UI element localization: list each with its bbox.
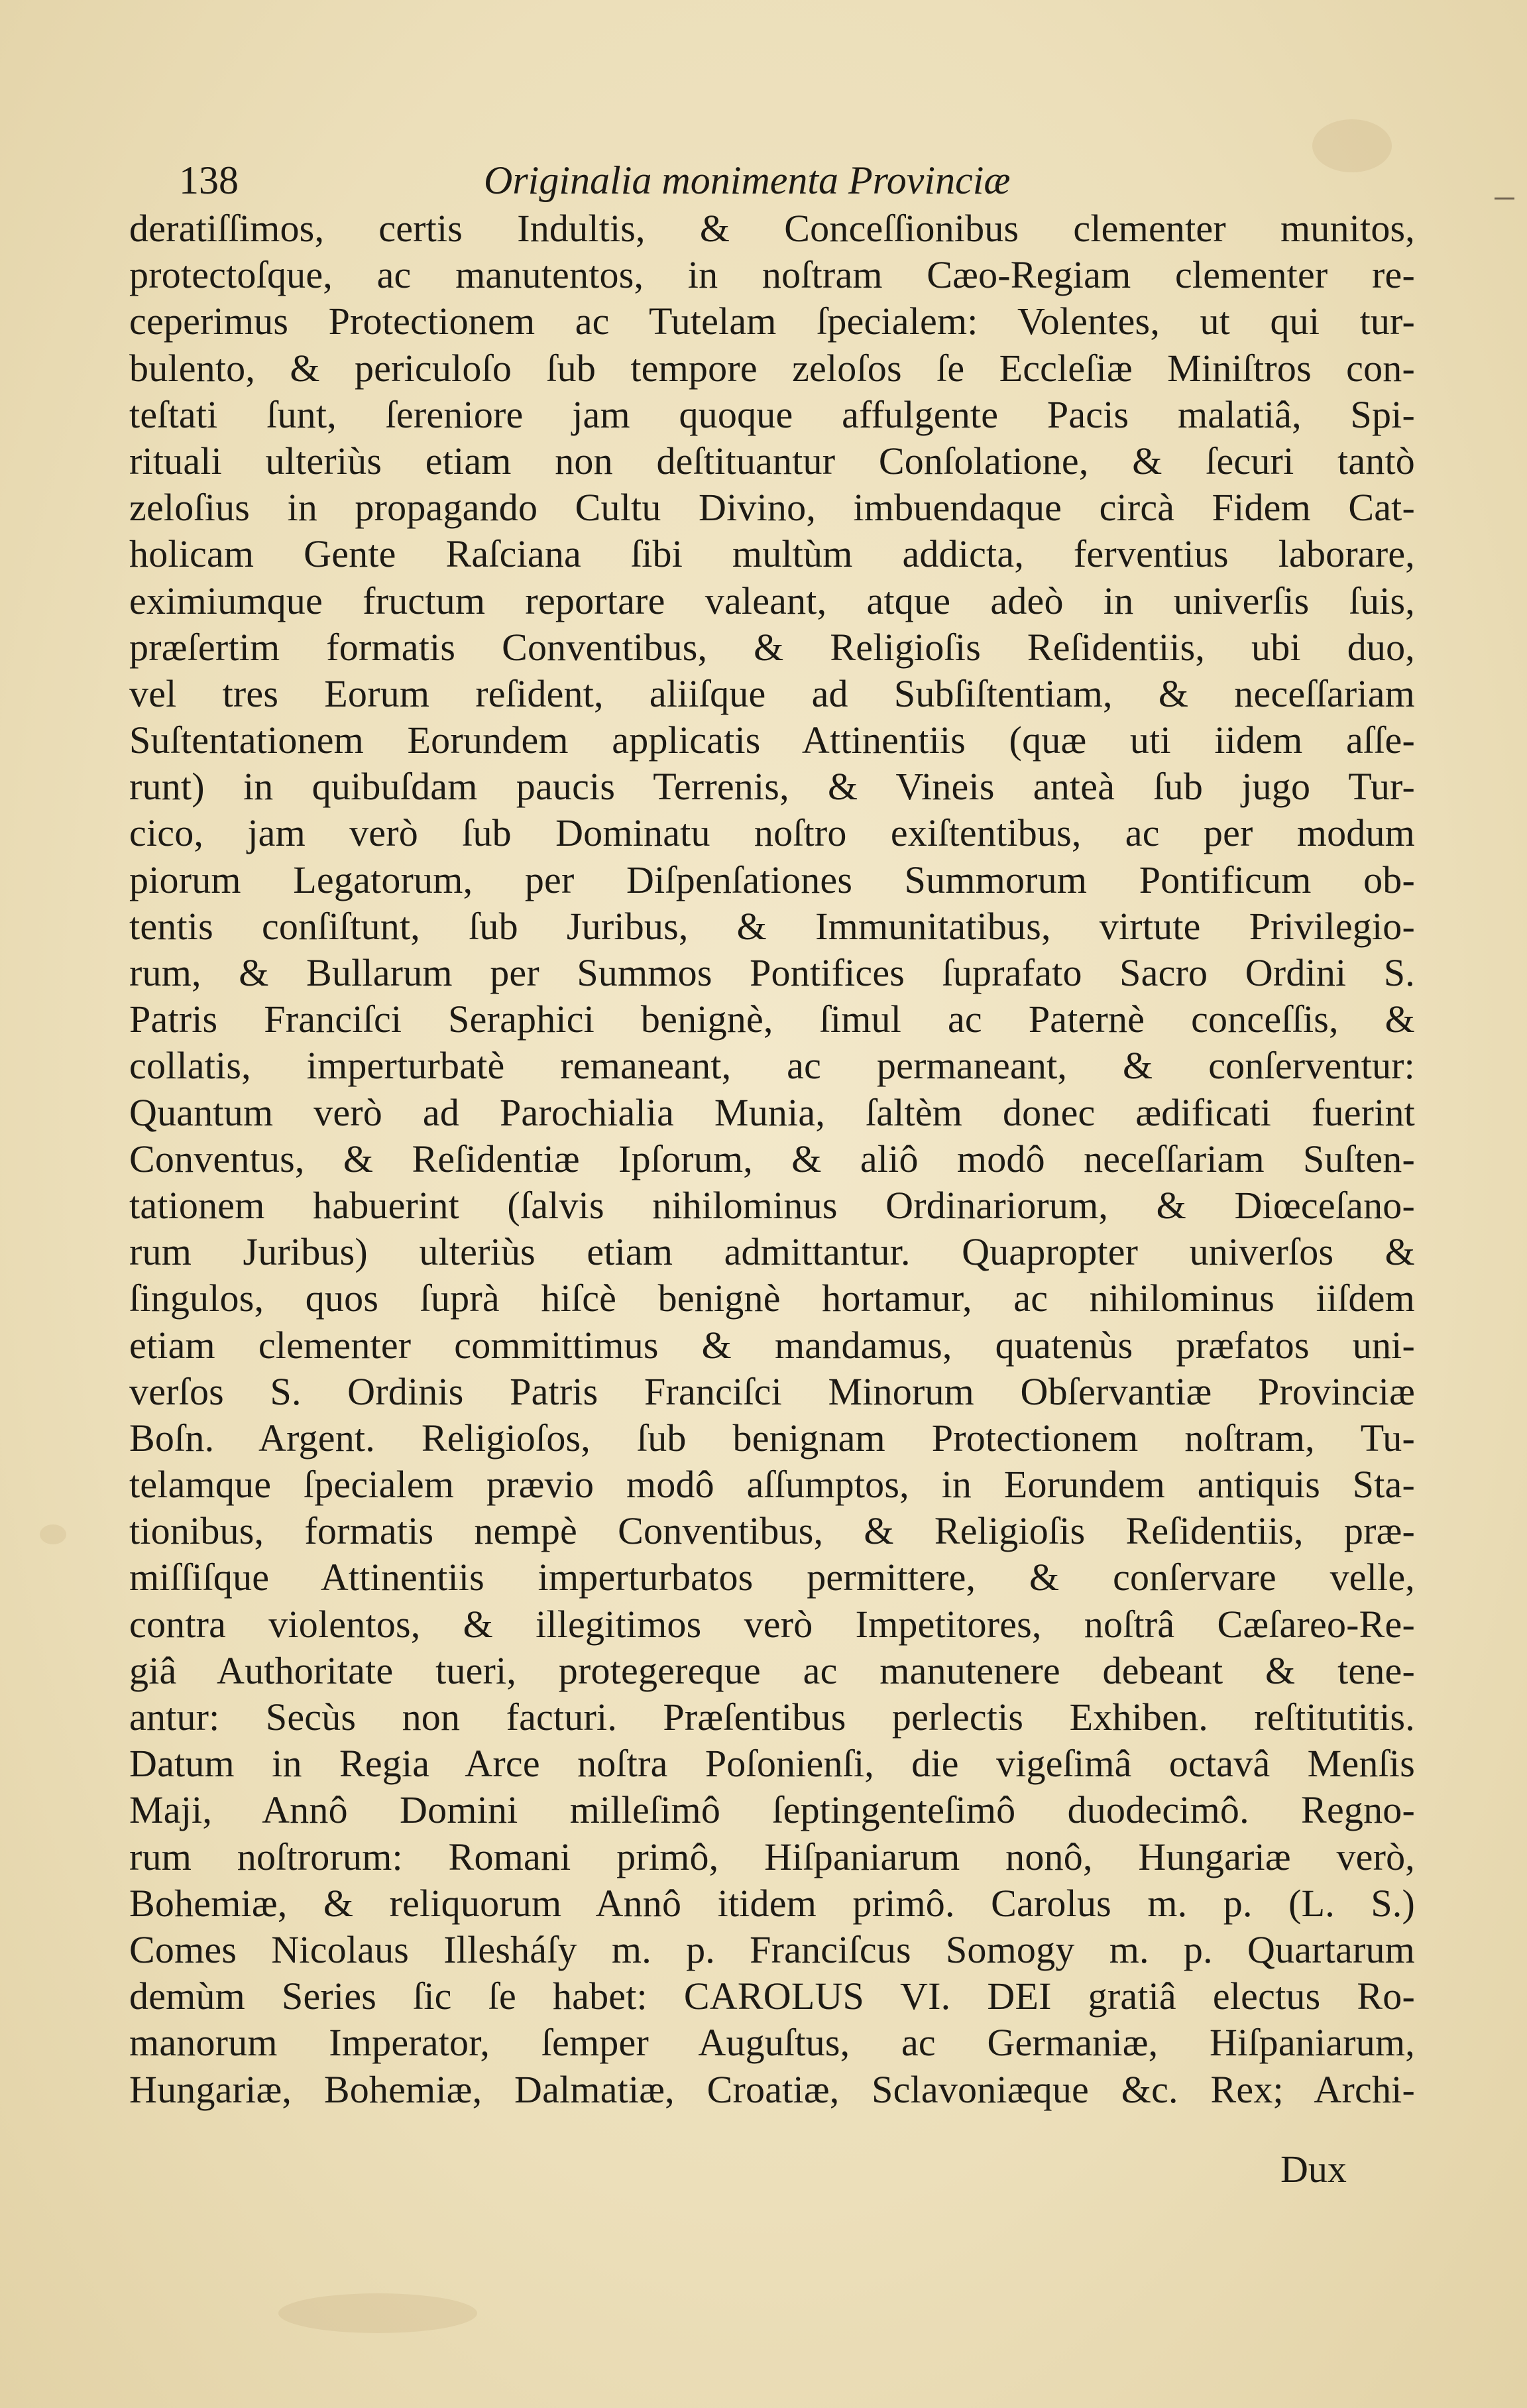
page-header: [179, 154, 1186, 207]
text-line: Conventus, & Reſidentiæ Ipſorum, & aliô modô neceſſariam Suſten-: [129, 1137, 1415, 1180]
paper-stain: [278, 2293, 477, 2333]
text-line: præſertim formatis Conventibus, & Religioſis Reſidentiis, ubi duo,: [129, 625, 1415, 669]
text-line: teſtati ſunt, ſereniore jam quoque affulgente Pacis malatiâ, Spi-: [129, 392, 1415, 436]
text-line: rum Juribus) ulteriùs etiam admittantur. Quapropter univerſos &: [129, 1230, 1415, 1274]
text-line: miſſiſque Attinentiis imperturbatos permittere, & conſervare velle,: [129, 1556, 1415, 1599]
text-line: Suſtentationem Eorundem applicatis Attinentiis (quæ uti iidem aſſe-: [129, 718, 1415, 762]
text-line: antur: Secùs non facturi. Præſentibus perlectis Exhiben. reſtitutitis.: [129, 1695, 1415, 1739]
text-line: etiam clementer committimus & mandamus, quatenùs præfatos uni-: [129, 1323, 1415, 1367]
text-line: tionibus, formatis nempè Conventibus, & Religioſis Reſidentiis, præ-: [129, 1509, 1415, 1553]
text-line: telamque ſpecialem prævio modô aſſumptos, in Eorundem antiquis Sta-: [129, 1463, 1415, 1507]
text-line: demùm Series ſic ſe habet: CAROLUS VI. DEI gratiâ electus Ro-: [129, 1975, 1415, 2018]
text-line: Maji, Annô Domini milleſimô ſeptingenteſimô duodecimô. Regno-: [129, 1788, 1415, 1832]
catchword: Dux: [1280, 2148, 1347, 2191]
paper-stain: [1312, 119, 1392, 172]
paper-stain: [40, 1524, 66, 1544]
text-line: Patris Franciſci Seraphici benignè, ſimul ac Paternè conceſſis, &: [129, 998, 1415, 1041]
text-line: tentis conſiſtunt, ſub Juribus, & Immunitatibus, virtute Privilegio-: [129, 904, 1415, 948]
text-line: rum, & Bullarum per Summos Pontifices ſuprafato Sacro Ordini S.: [129, 951, 1415, 994]
text-line: Datum in Regia Arce noſtra Poſonienſi, die vigeſimâ octavâ Menſis: [129, 1742, 1415, 1786]
text-line: runt) in quibuſdam paucis Terrenis, & Vineis anteà ſub jugo Tur-: [129, 765, 1415, 809]
text-line: ceperimus Protectionem ac Tutelam ſpecialem: Volentes, ut qui tur-: [129, 300, 1415, 343]
text-line: zeloſius in propagando Cultu Divino, imbuendaque circà Fidem Cat-: [129, 486, 1415, 530]
text-line: deratiſſimos, certis Indultis, & Conceſſionibus clementer munitos,: [129, 207, 1415, 250]
margin-mark: [1495, 198, 1514, 200]
text-line: verſos S. Ordinis Patris Franciſci Minorum Obſervantiæ Provinciæ: [129, 1369, 1415, 1413]
text-line: rum noſtrorum: Romani primô, Hiſpaniarum nonô, Hungariæ verò,: [129, 1835, 1415, 1878]
text-line: bulento, & periculoſo ſub tempore zeloſos ſe Eccleſiæ Miniſtros con-: [129, 346, 1415, 390]
text-line: holicam Gente Raſciana ſibi multùm addicta, ferventius laborare,: [129, 532, 1415, 576]
text-line: contra violentos, & illegitimos verò Impetitores, noſtrâ Cæſareo-Re-: [129, 1602, 1415, 1646]
text-line: Hungariæ, Bohemiæ, Dalmatiæ, Croatiæ, Sclavoniæque &c. Rex; Archi-: [129, 2067, 1415, 2111]
text-line: Boſn. Argent. Religioſos, ſub benignam Protectionem noſtram, Tu-: [129, 1416, 1415, 1460]
text-line: Bohemiæ, & reliquorum Annô itidem primô. Carolus m. p. (L. S.): [129, 1881, 1415, 1925]
text-line: vel tres Eorum reſident, aliiſque ad Subſiſtentiam, & neceſſariam: [129, 671, 1415, 715]
page-number: 138: [179, 158, 239, 202]
text-line: Comes Nicolaus Illesháſy m. p. Franciſcus Somogy m. p. Quartarum: [129, 1927, 1415, 1971]
text-line: ſingulos, quos ſuprà hiſcè benignè hortamur, ac nihilominus iiſdem: [129, 1277, 1415, 1320]
text-line: collatis, imperturbatè remaneant, ac permaneant, & conſerventur:: [129, 1044, 1415, 1088]
body-text: [129, 205, 1415, 2113]
text-line: Quantum verò ad Parochialia Munia, ſaltèm donec ædificati fuerint: [129, 1090, 1415, 1134]
text-line: cico, jam verò ſub Dominatu noſtro exiſtentibus, ac per modum: [129, 811, 1415, 855]
text-line: eximiumque fructum reportare valeant, atque adeò in univerſis ſuis,: [129, 579, 1415, 622]
text-line: protectoſque, ac manutentos, in noſtram Cæo-Regiam clementer re-: [129, 253, 1415, 297]
text-line: piorum Legatorum, per Diſpenſationes Summorum Pontificum ob-: [129, 858, 1415, 901]
text-line: rituali ulteriùs etiam non deſtituantur Conſolatione, & ſecuri tantò: [129, 439, 1415, 483]
running-head: Originalia monimenta Provinciæ: [484, 158, 1011, 202]
text-line: manorum Imperator, ſemper Auguſtus, ac Germaniæ, Hiſpaniarum,: [129, 2021, 1415, 2065]
text-line: giâ Authoritate tueri, protegereque ac manutenere debeant & tene-: [129, 1648, 1415, 1692]
text-line: tationem habuerint (ſalvis nihilominus Ordinariorum, & Diœceſano-: [129, 1183, 1415, 1227]
